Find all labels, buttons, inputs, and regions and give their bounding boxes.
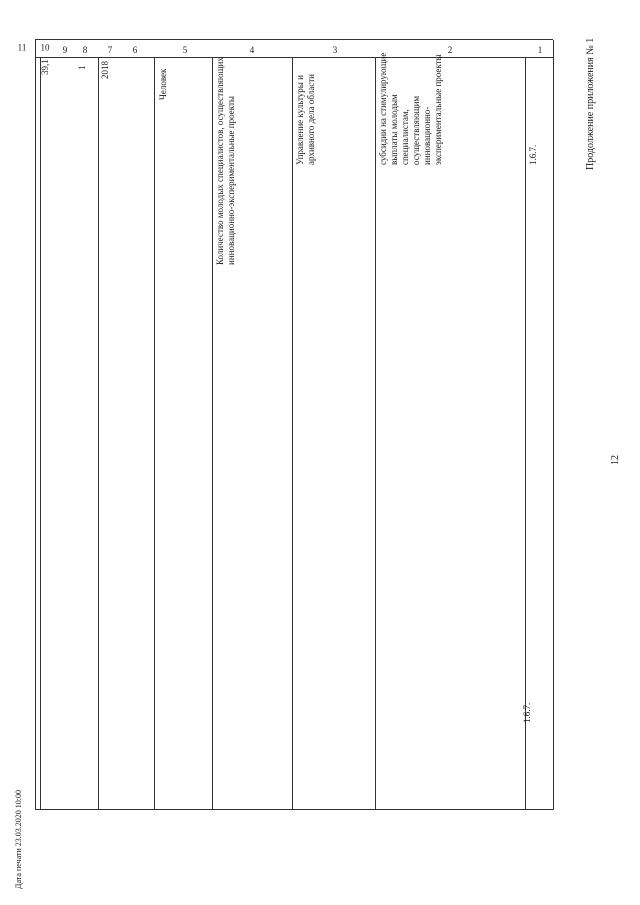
column-header: 11 [17, 42, 27, 53]
column-header: 4 [249, 44, 255, 55]
grid-line [553, 40, 554, 810]
unit: Человек [158, 68, 168, 100]
col7-value: 39,1 [40, 59, 50, 75]
grid-line [292, 58, 293, 810]
grid-line [40, 58, 41, 810]
column-header: 7 [107, 44, 113, 55]
column-header: 10 [40, 42, 50, 53]
column-header: 8 [82, 44, 88, 55]
col6-value: 1 [77, 65, 87, 70]
executor: Управление культуры и архивного дела области [295, 74, 316, 165]
page-number: 12 [610, 455, 621, 465]
row-number: 1.6.7. [528, 144, 538, 165]
grid-line [35, 809, 553, 810]
indicator: Количество молодых специалистов, осуществляющих инновационно-экспериментальные проекты [215, 57, 236, 265]
grid-line [98, 58, 99, 810]
appendix-note: Продолжение приложения № 1 [585, 37, 596, 170]
print-date-footer: Дата печати 23.03.2020 10:00 [14, 790, 23, 889]
grid-line [35, 57, 553, 58]
grid-line [375, 58, 376, 810]
year: 2018 [100, 61, 110, 79]
column-header: 2 [447, 44, 453, 55]
grid-line [35, 40, 36, 810]
column-header: 9 [62, 44, 68, 55]
column-header: 1 [537, 44, 543, 55]
grid-line [212, 58, 213, 810]
column-header: 5 [182, 44, 188, 55]
column-header: 3 [332, 44, 338, 55]
row-number: 1.6.7. [522, 702, 532, 723]
grid-line [154, 58, 155, 810]
measure-name: субсидии на стимулирующие выплаты молодым специалистам, осуществляющим инновационно-экспериментальные проекты [378, 52, 443, 165]
grid-line [35, 39, 553, 40]
column-header: 6 [132, 44, 138, 55]
